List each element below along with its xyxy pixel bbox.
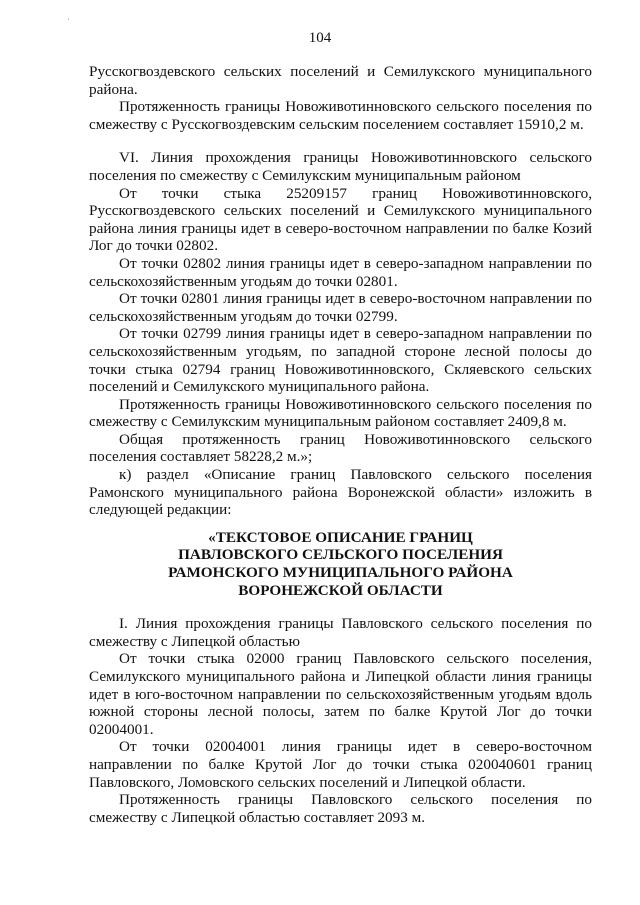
- document-body: [89, 63, 592, 826]
- section-heading: [89, 529, 592, 599]
- paragraph-length-lipetsk: Протяженность границы Павловского сельского поселения по смежеству с Липецкой областью составляет 2093 м.: [89, 791, 592, 826]
- section-i-title: I. Линия прохождения границы Павловского сельского поселения по смежеству с Липецкой областью: [89, 615, 592, 650]
- page-number: 104: [308, 30, 332, 46]
- paragraph-length-russkogvozdevskoe: Протяженность границы Новоживотинновского сельского поселения по смежеству с Русскогвоздевским сельским поселением составляет 15910,2 м.: [89, 98, 592, 133]
- paragraph-point-02000: От точки стыка 02000 границ Павловского сельского поселения, Семилукского муниципального района и Липецкой области линия границы идет в юго-восточном направлении по сельскохозяйственным угодьям вдоль южной стороны лесной полосы, затем по балке Крутой Лог до точки 02004001.: [89, 650, 592, 738]
- heading-line: РАМОНСКОГО МУНИЦИПАЛЬНОГО РАЙОНА: [168, 564, 513, 582]
- paragraph-continuation: Русскогвоздевского сельских поселений и Семилукского муниципального района.: [89, 63, 592, 98]
- paragraph-point-02802: От точки 02802 линия границы идет в северо-западном направлении по сельскохозяйственным угодьям до точки 02801.: [89, 254, 592, 290]
- paragraph-point-25209157: От точки стыка 25209157 границ Новоживотинновского, Русскогвоздевского сельских поселений и Семилукского муниципального района линия границы идет в северо-восточном направлении по балке Козий Лог до точки 02802.: [89, 184, 592, 255]
- paragraph-point-02801: От точки 02801 линия границы идет в северо-восточном направлении по сельскохозяйственным угодьям до точки 02799.: [89, 290, 592, 325]
- heading-line: ВОРОНЕЖСКОЙ ОБЛАСТИ: [238, 581, 443, 599]
- paragraph-section-k: к) раздел «Описание границ Павловского сельского поселения Рамонского муниципального района Воронежской области» изложить в следующей редакции:: [89, 466, 592, 519]
- heading-line: «ТЕКСТОВОЕ ОПИСАНИЕ ГРАНИЦ: [208, 528, 473, 546]
- paragraph-point-02799: От точки 02799 линия границы идет в северо-западном направлении по сельскохозяйственным угодьям, по западной стороне лесной полосы до точки стыка 02794 границ Новоживотинновского, Скляевского сельских поселений и Семилукского муниципального района.: [89, 325, 592, 396]
- section-vi-title: VI. Линия прохождения границы Новоживотинновского сельского поселения по смежеству с Семилукским муниципальным районом: [89, 149, 592, 184]
- heading-line: ПАВЛОВСКОГО СЕЛЬСКОГО ПОСЕЛЕНИЯ: [178, 546, 503, 564]
- paragraph-total-length: Общая протяженность границ Новоживотинновского сельского поселения составляет 58228,2 м.»;: [89, 430, 592, 466]
- paragraph-point-02004001: От точки 02004001 линия границы идет в северо-восточном направлении по балке Крутой Лог до точки стыка 020040601 границ Павловского, Ломовского сельских поселений и Липецкой области.: [89, 738, 592, 791]
- paragraph-length-semiluki: Протяженность границы Новоживотинновского сельского поселения по смежеству с Семилукским муниципальным районом составляет 2409,8 м.: [89, 395, 592, 431]
- scan-mark: [68, 18, 69, 20]
